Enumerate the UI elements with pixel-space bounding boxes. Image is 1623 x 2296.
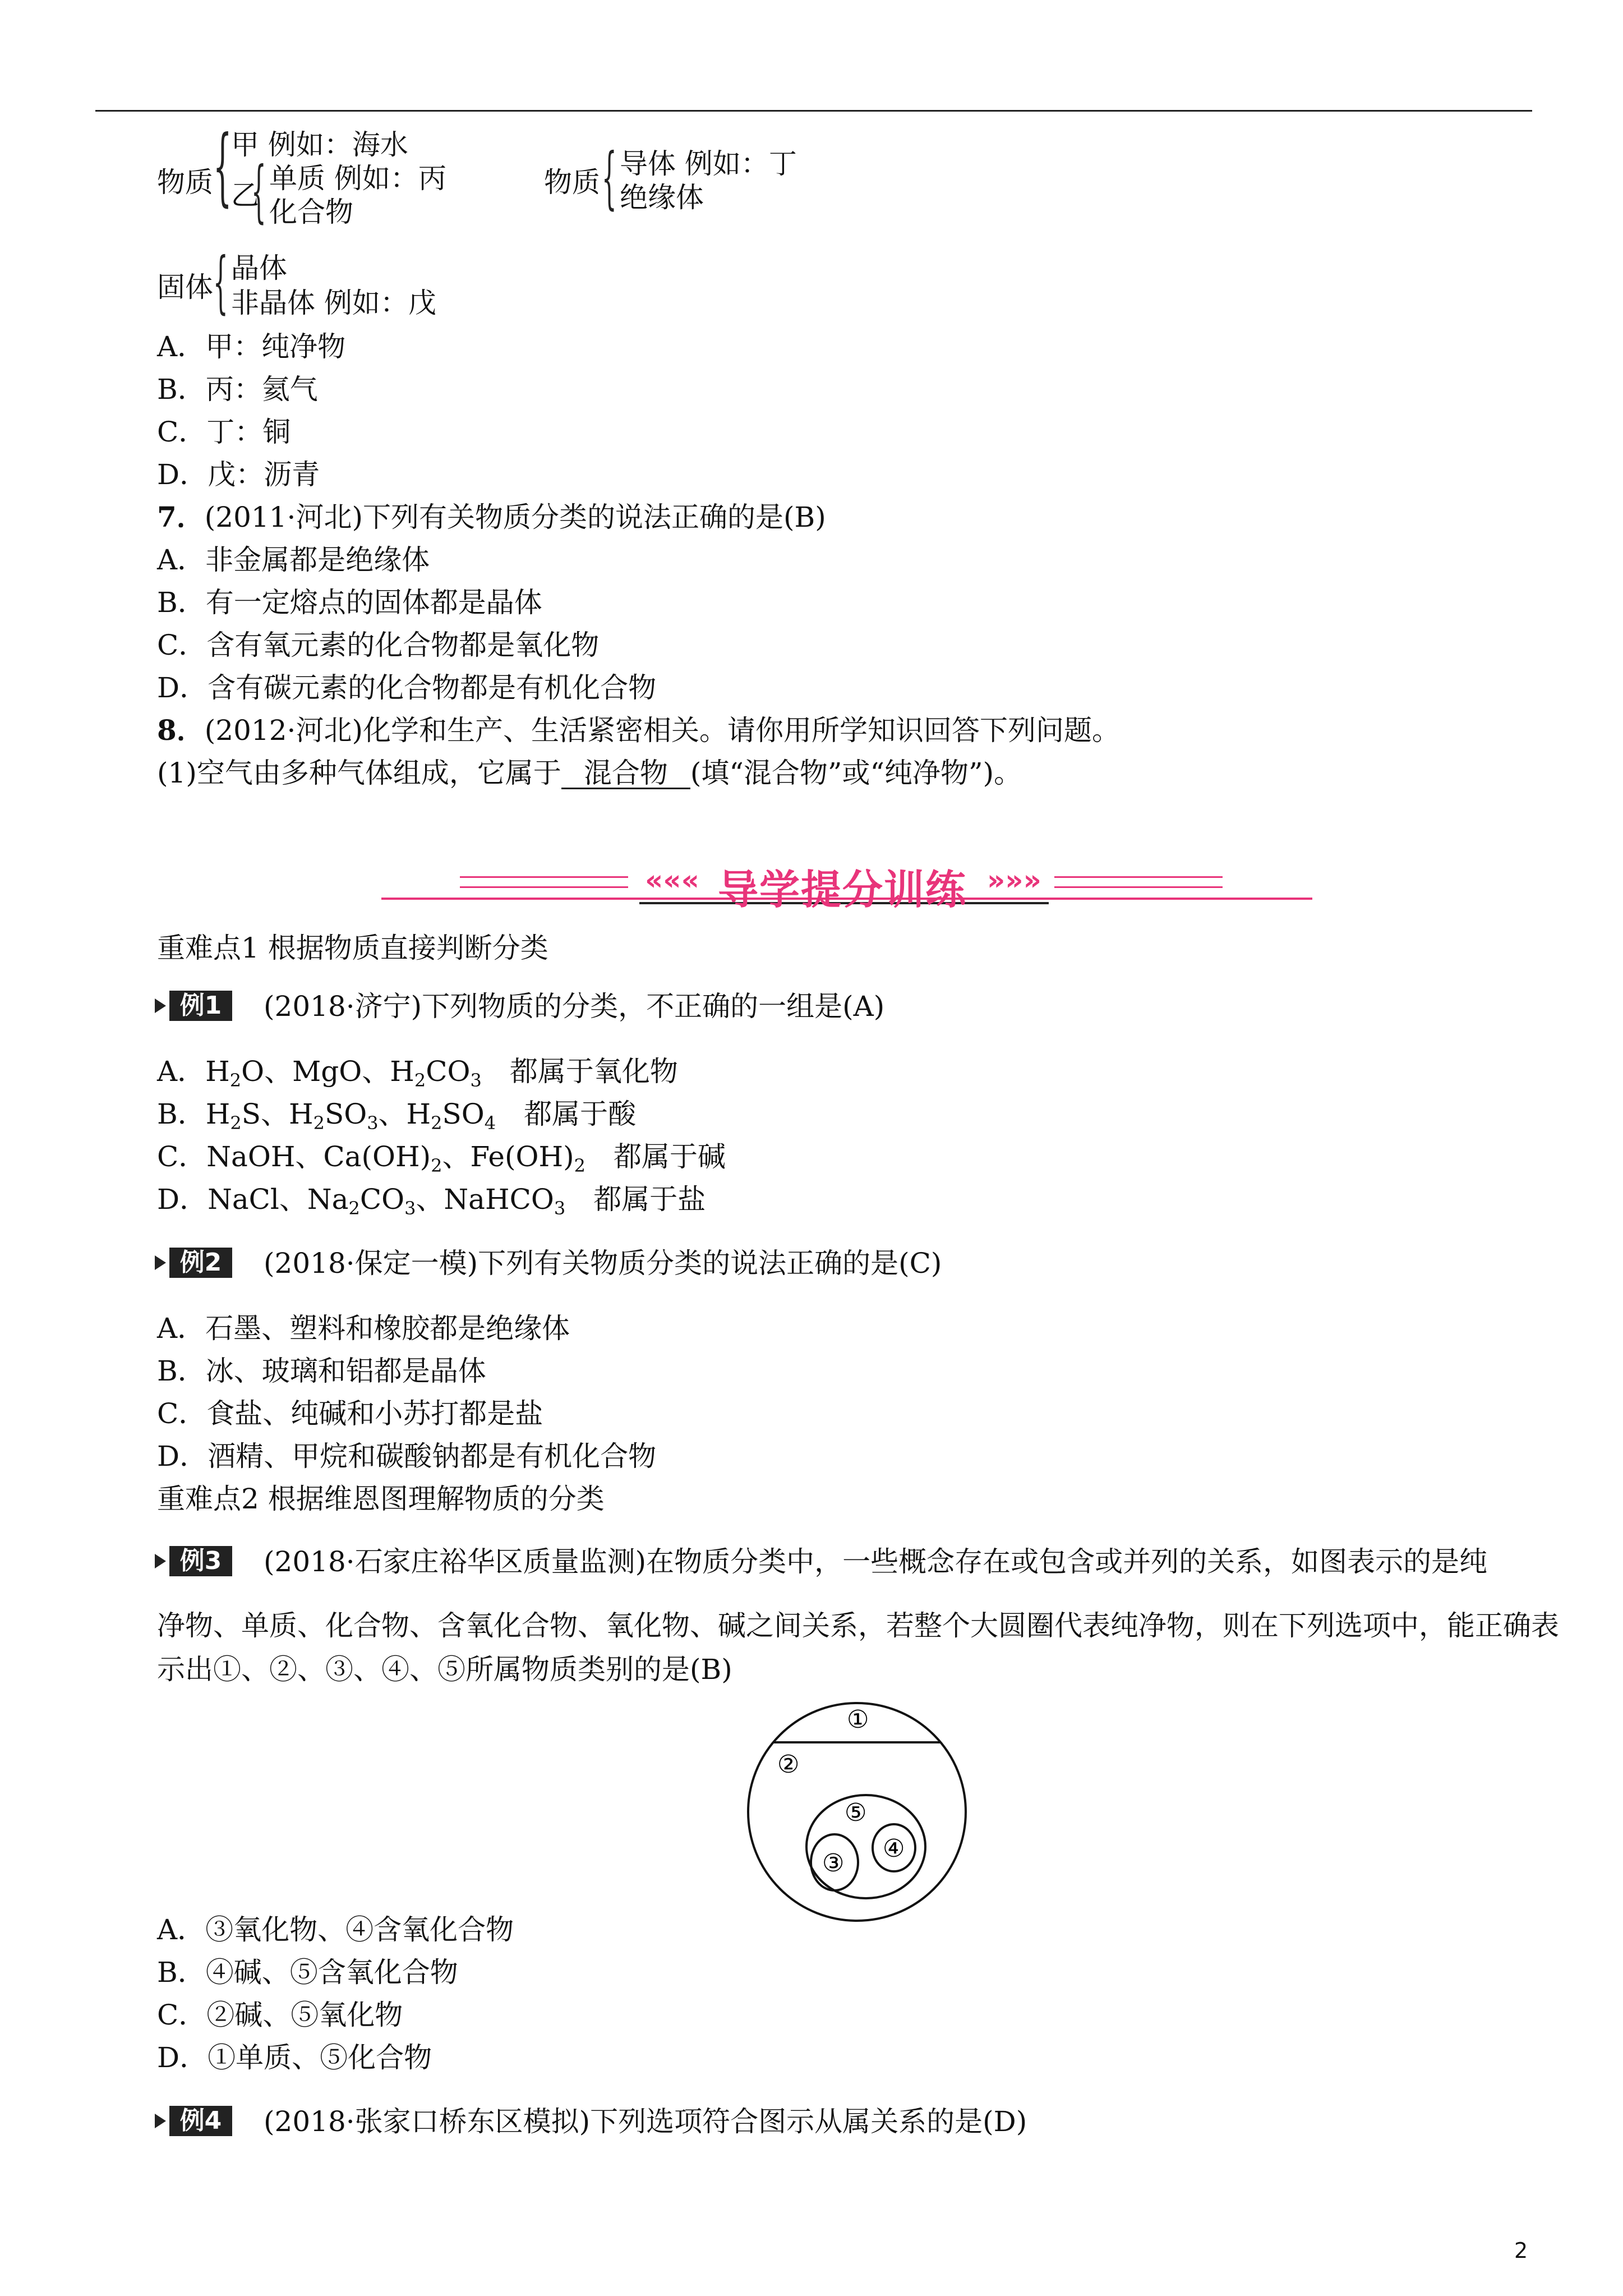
option-d: D．NaCl、$Na_2CO_3$、NaHCO$_3$ 都属于盐 xyxy=(157,1183,706,1219)
question-8-sub1 xyxy=(157,756,1022,790)
sub1-prefix: (1)空气由多种气体组成，它属于 xyxy=(157,757,561,789)
option-c: C．②碱、⑤氧化物 xyxy=(157,1999,403,2031)
option-d: D．酒精、甲烷和碳酸钠都是有机化合物 xyxy=(157,1440,657,1473)
example-label: 例4 xyxy=(169,2106,232,2136)
option-b: B．冰、玻璃和铝都是晶体 xyxy=(157,1355,486,1387)
example-tag xyxy=(153,2105,237,2137)
section-heading-point2: 重难点2 根据维恩图理解物质的分类 xyxy=(157,1483,605,1515)
option-b: B．$H_2S$、$H_2SO_3$、$H_2SO_4$ 都属于酸 xyxy=(157,1098,637,1134)
example-tag xyxy=(153,1246,237,1279)
question-7 xyxy=(157,500,826,534)
venn-diagram xyxy=(735,1694,981,1930)
page-number: 2 xyxy=(1514,2238,1528,2263)
example-3-stem-line3: 示出①、②、③、④、⑤所属物质类别的是(B) xyxy=(157,1653,732,1686)
example-label: 例2 xyxy=(169,1248,232,1278)
brace-icon: { xyxy=(602,139,617,217)
question-number: 7． xyxy=(157,500,205,533)
play-icon xyxy=(155,1255,166,1270)
sub1-suffix: (填“混合物”或“纯净物”)。 xyxy=(690,757,1022,789)
question-stem: (2012·河北)化学和生产、生活紧密相关。请你用所学知识回答下列问题。 xyxy=(204,714,1120,747)
option-d: D．戊：沥青 xyxy=(157,458,320,491)
venn-label-2: ② xyxy=(777,1750,800,1779)
option-b: B．有一定熔点的固体都是晶体 xyxy=(157,586,542,619)
diagram1-left-label: 物质 xyxy=(157,166,213,199)
brace-icon: { xyxy=(213,243,228,321)
option-a: A．甲：纯净物 xyxy=(157,330,346,363)
example-1-stem: (2018·济宁)下列物质的分类，不正确的一组是(A) xyxy=(264,990,885,1023)
diagram1-jueyuanti: 绝缘体 xyxy=(620,181,704,214)
diagram1-yi: 乙 xyxy=(231,179,259,211)
question-8 xyxy=(157,714,1120,747)
brace-icon: { xyxy=(213,118,232,215)
option-c: C．NaOH、$Ca(OH)_2$、$Fe(OH)_2$ 都属于碱 xyxy=(157,1140,726,1176)
banner-left-chevrons-icon: ««« xyxy=(645,864,699,896)
play-icon xyxy=(155,1554,166,1568)
banner-right-chevrons-icon: »»» xyxy=(987,864,1041,896)
diagram1-jia: 甲 例如：海水 xyxy=(231,128,408,161)
diagram2-label: 固体 xyxy=(157,271,213,303)
diagram1-daoti: 导体 例如：丁 xyxy=(620,148,797,180)
example-4-stem: (2018·张家口桥东区模拟)下列选项符合图示从属关系的是(D) xyxy=(264,2105,1027,2138)
example-3-stem-line1: (2018·石家庄裕华区质量监测)在物质分类中，一些概念存在或包含或并列的关系，如图表示的是纯 xyxy=(264,1545,1488,1578)
question-stem: (2011·河北)下列有关物质分类的说法正确的是(B) xyxy=(204,501,826,533)
venn-label-4: ④ xyxy=(883,1834,905,1863)
diagram1-right-label: 物质 xyxy=(544,166,600,199)
diagram2-jingti: 晶体 xyxy=(231,252,287,284)
option-a: A．石墨、塑料和橡胶都是绝缘体 xyxy=(157,1312,570,1345)
top-rule xyxy=(95,110,1532,112)
diagram1-huahewu: 化合物 xyxy=(269,196,353,228)
diagram2-feijingti: 非晶体 例如：戊 xyxy=(231,287,436,319)
option-d: D．①单质、⑤化合物 xyxy=(157,2041,432,2074)
venn-label-5: ⑤ xyxy=(845,1798,867,1827)
option-a: A．非金属都是绝缘体 xyxy=(157,544,430,576)
play-icon xyxy=(155,2114,166,2128)
option-c: C．食盐、纯碱和小苏打都是盐 xyxy=(157,1397,543,1430)
banner-title: 导学提分训练 xyxy=(718,866,967,913)
option-c: C．丁：铜 xyxy=(157,416,291,448)
example-tag xyxy=(153,1545,237,1577)
example-3-stem-line2: 净物、单质、化合物、含氧化合物、氧化物、碱之间关系，若整个大圆圈代表纯净物，则在下列选项中，能正确表 xyxy=(157,1609,1559,1642)
banner-line-left-top xyxy=(460,876,628,878)
brace-icon: { xyxy=(251,153,266,231)
answer-blank: 混合物 xyxy=(561,758,690,789)
banner-line-right-top xyxy=(1054,876,1223,878)
question-number: 8． xyxy=(157,714,205,747)
banner-line-right-mid xyxy=(1054,886,1223,888)
example-2-stem: (2018·保定一模)下列有关物质分类的说法正确的是(C) xyxy=(264,1247,942,1280)
example-label: 例1 xyxy=(169,991,232,1021)
example-tag xyxy=(153,990,237,1022)
banner-line-left-mid xyxy=(460,886,628,888)
section-heading-point1: 重难点1 根据物质直接判断分类 xyxy=(157,932,548,964)
option-a: A．③氧化物、④含氧化合物 xyxy=(157,1913,514,1946)
option-c: C．含有氧元素的化合物都是氧化物 xyxy=(157,629,600,661)
venn-label-1: ① xyxy=(847,1705,869,1734)
venn-label-3: ③ xyxy=(822,1849,845,1878)
play-icon xyxy=(155,999,166,1013)
option-a: A．$H_2O$、MgO、$H_2CO_3$ 都属于氧化物 xyxy=(157,1055,678,1091)
example-label: 例3 xyxy=(169,1546,232,1576)
option-b: B．丙：氦气 xyxy=(157,373,318,406)
option-b: B．④碱、⑤含氧化合物 xyxy=(157,1956,458,1989)
banner xyxy=(645,858,1060,914)
diagram1-danzhi: 单质 例如：丙 xyxy=(269,162,446,195)
option-d: D．含有碳元素的化合物都是有机化合物 xyxy=(157,671,657,704)
